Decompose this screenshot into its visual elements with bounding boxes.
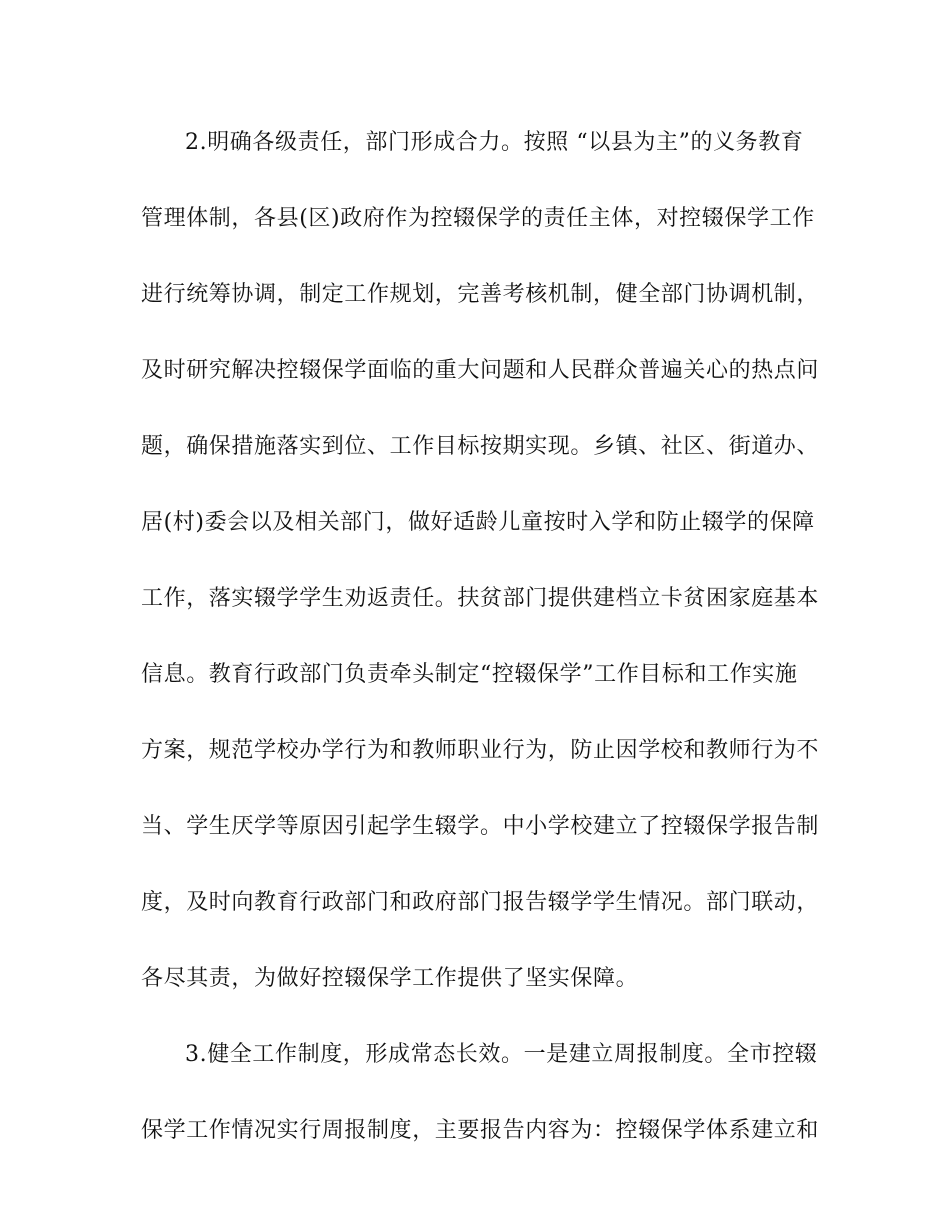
- paragraph-3-line-2: 保学工作情况实行周报制度，主要报告内容为：控辍保学体系建立和: [141, 1118, 820, 1143]
- paragraph-2-line-6: 居(村)委会以及相关部门，做好适龄儿童按时入学和防止辍学的保障: [141, 510, 815, 535]
- paragraph-2-line-8: 信息。教育行政部门负责牵头制定“控辍保学”工作目标和工作实施: [141, 662, 798, 687]
- paragraph-2-line-12: 各尽其责，为做好控辍保学工作提供了坚实保障。: [141, 966, 639, 991]
- paragraph-2-line-5: 题，确保措施落实到位、工作目标按期实现。乡镇、社区、街道办、: [141, 434, 820, 459]
- paragraph-2-line-11: 度，及时向教育行政部门和政府部门报告辍学学生情况。部门联动，: [141, 890, 820, 915]
- paragraph-3-line-1: 3.健全工作制度，形成常态长效。一是建立周报制度。全市控辍: [185, 1042, 818, 1067]
- paragraph-2-line-3: 进行统筹协调，制定工作规划，完善考核机制，健全部门协调机制，: [141, 282, 820, 307]
- paragraph-2-line-10: 当、学生厌学等原因引起学生辍学。中小学校建立了控辍保学报告制: [141, 814, 820, 839]
- paragraph-2-line-7: 工作，落实辍学学生劝返责任。扶贫部门提供建档立卡贫困家庭基本: [141, 586, 820, 611]
- paragraph-2-line-4: 及时研究解决控辍保学面临的重大问题和人民群众普遍关心的热点问: [141, 358, 820, 383]
- paragraph-2-line-9: 方案，规范学校办学行为和教师职业行为，防止因学校和教师行为不: [141, 738, 820, 763]
- paragraph-2-line-1: 2.明确各级责任，部门形成合力。按照 “以县为主”的义务教育: [185, 130, 804, 155]
- paragraph-2-line-2: 管理体制，各县(区)政府作为控辍保学的责任主体，对控辍保学工作: [141, 206, 815, 231]
